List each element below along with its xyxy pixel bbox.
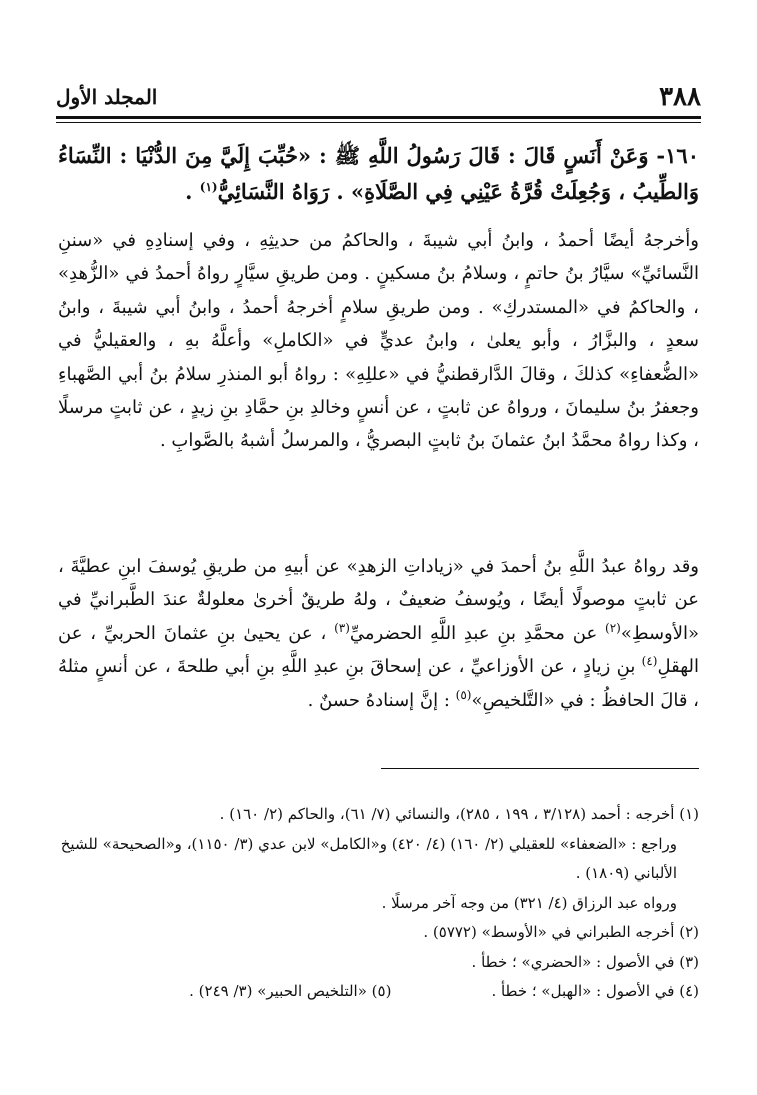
footnote-ref-4: (٤) xyxy=(641,654,658,669)
para2-part1: وقد رواهُ عبدُ اللَّهِ بنُ أحمدَ في «زياداتِ الزهدِ» عن أبيهِ من طريقِ يُوسفَ ابنِ عطيَّةَ ، عن ثابتٍ موصولًا أيضًا ، ويُوسفُ ضعيفٌ ، ولهُ طريقٌ أخرىٰ معلولةٌ عندَ الطَّبرانيِّ في «الأوسطِ» xyxy=(58,556,699,644)
para2-part5: : إنَّ إسنادهُ حسنٌ . xyxy=(307,689,456,711)
header-rule-thin xyxy=(56,122,701,123)
footnote-4: (٤) في الأصول : «الهبل» ؛ خطأ . xyxy=(491,982,699,1000)
volume-title: المجلد الأول xyxy=(56,85,158,109)
para2-part4: بنِ زيادٍ ، عن الأوزاعيِّ ، عن إسحاقَ بنِ عبدِ اللَّهِ بنِ أبي طلحةَ ، عن أنسٍ مثلهُ ، قالَ الحافظُ : في «التَّلخيصِ» xyxy=(58,656,699,711)
footnote-row-4-5 xyxy=(60,977,699,1007)
footnote-5: (٥) «التلخيص الحبير» (٣/ ٢٤٩) . xyxy=(189,982,392,1000)
para2-part3: ، عن يحيىٰ بنِ عثمانَ الحربيِّ ، عن الهقلِ xyxy=(58,622,699,678)
page-header xyxy=(56,80,701,114)
footnote-2: (٢) أخرجه الطبراني في «الأوسط» (٥٧٧٢) . xyxy=(423,923,699,941)
footnote-3: (٣) في الأصول : «الحضري» ؛ خطأ . xyxy=(471,952,699,971)
page-number: ٣٨٨ xyxy=(659,82,701,112)
hadith-end: . xyxy=(185,179,200,204)
hadith-text xyxy=(58,138,699,210)
para2-part2: عن محمَّدِ بنِ عبدِ اللَّهِ الحضرميِّ xyxy=(349,622,606,644)
footnote-separator xyxy=(381,768,699,769)
footnote-1-continued: وراجع : «الضعفاء» للعقيلي (٢/ ١٦٠) (٤/ ٤٢٠) و«الكامل» لابن عدي (٣/ ١١٥٠)، و«الصحيحة» للشيخ الألباني (١٨٠٩) . xyxy=(60,834,677,882)
hadith-body: ١٦٠- وَعَنْ أَنَسٍ قَالَ : قَالَ رَسُولُ اللَّهِ ﷺ : «حُبِّبَ إِلَيَّ مِنَ الدُّنْيَا : النِّسَاءُ وَالطِّيبُ ، وَجُعِلَتْ قُرَّةُ عَيْنِي فِي الصَّلَاةِ» . رَوَاهُ النَّسَائِيُّ xyxy=(58,143,699,204)
footnote-ref-1: (١) xyxy=(199,180,218,194)
commentary-paragraph-2 xyxy=(58,550,699,717)
footnote-1: (١) أخرجه : أحمد (٣/١٢٨ ، ١٩٩ ، ٢٨٥)، والنسائي (٧/ ٦١)، والحاكم (٢/ ١٦٠) . xyxy=(219,805,699,823)
footnote-ref-3: (٣) xyxy=(334,620,350,635)
footnote-ref-2: (٢) xyxy=(605,620,621,635)
commentary-paragraph-1: وأخرجهُ أيضًا أحمدُ ، وابنُ أبي شيبةَ ، والحاكمُ من حديثِهِ ، وفي إسنادِهِ في «سننِ النَّسائيِّ» سيَّارُ بنُ حاتمٍ ، وسلامُ بنُ مسكينٍ . ومن طريقِ سيَّارٍ رواهُ أحمدُ في «الزُّهدِ» ، والحاكمُ في «المستدركِ» . ومن طريقِ سلامٍ أخرجهُ أحمدُ ، وابنُ أبي شيبةَ ، وابنُ سعدٍ ، والبزَّارُ ، وأبو يعلىٰ ، وابنُ عديٍّ في «الكاملِ» وأعلَّهُ بهِ ، والعقيليُّ في «الضُّعفاءِ» كذلكَ ، وقالَ الدَّارقطنيُّ في «عللِهِ» : رواهُ أبو المنذرِ سلامُ بنُ أبي الصَّهباءِ وجعفرُ بنُ سليمانَ ، ورواهُ عن ثابتٍ ، عن أنسٍ وخالدِ بنِ حمَّادِ بنِ زيدٍ ، عن ثابتٍ مرسلًا ، وكذا رواهُ محمَّدُ ابنُ عثمانَ بنُ ثابتٍ البصريُّ ، والمرسلُ أشبهُ بالصَّوابِ . xyxy=(58,230,699,452)
footnote-ref-5: (٥) xyxy=(455,687,472,702)
header-rule-thick xyxy=(56,116,701,119)
footnote-1-additional: ورواه عبد الرزاق (٤/ ٣٢١) من وجه آخر مرسلًا . xyxy=(381,893,677,912)
footnotes xyxy=(60,800,699,1007)
